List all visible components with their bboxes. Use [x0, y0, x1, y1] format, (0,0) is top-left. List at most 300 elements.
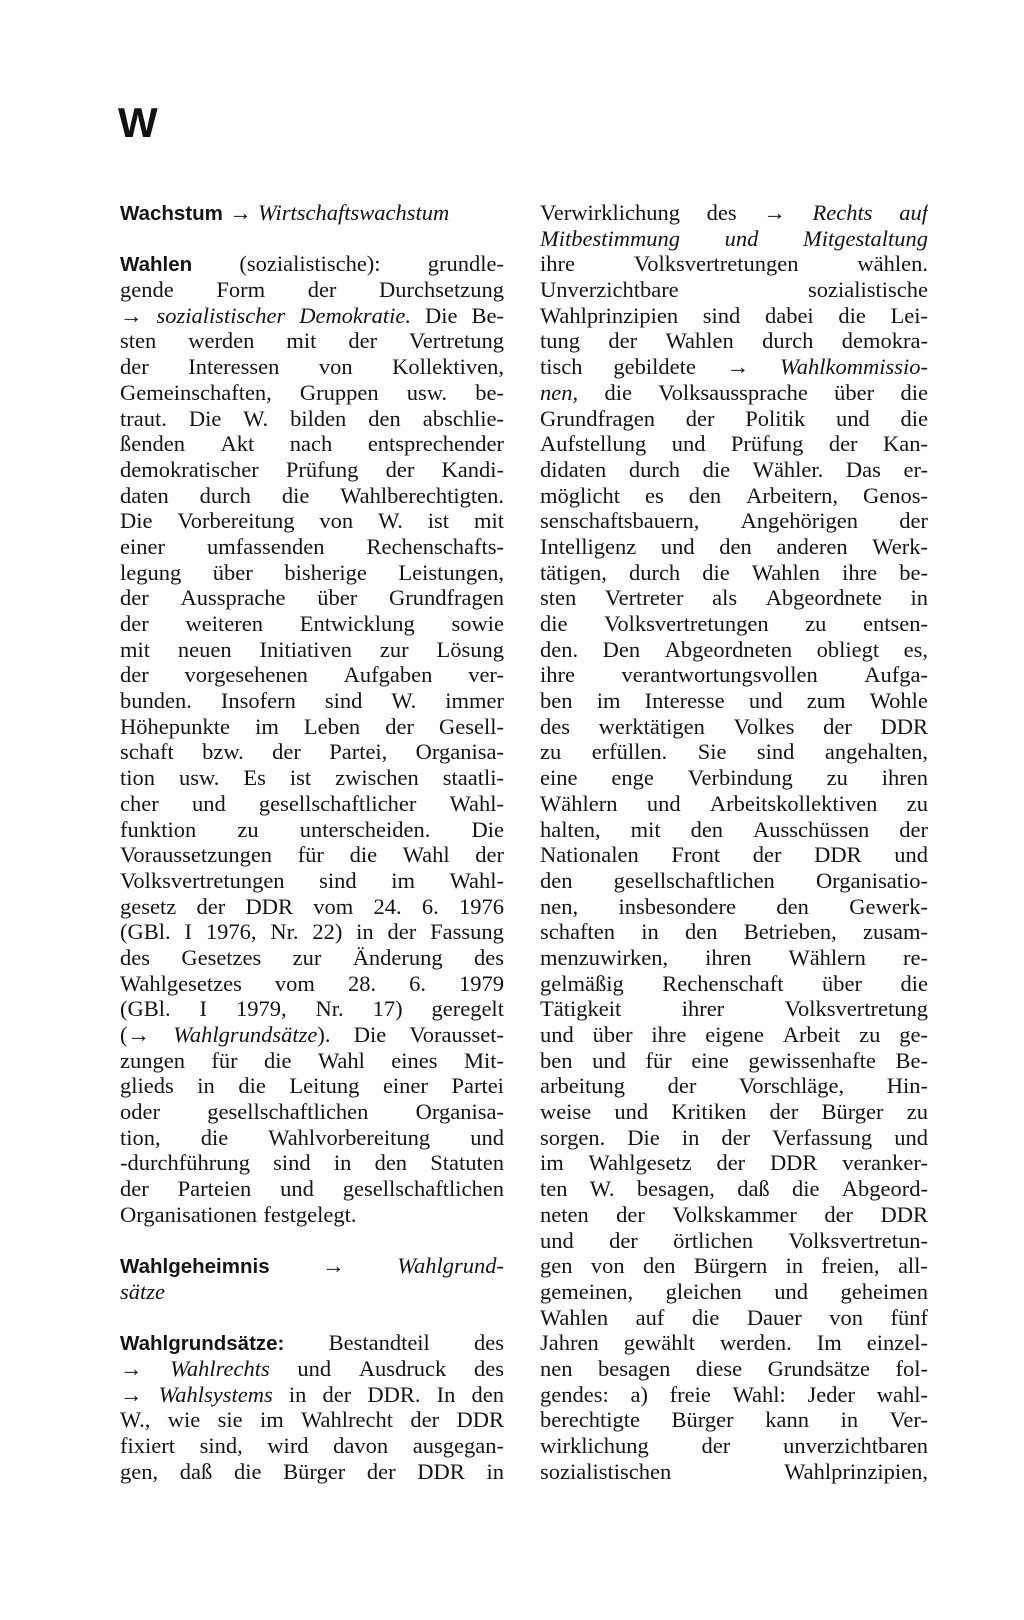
- text-fragment: Nr.: [315, 996, 344, 1022]
- text-line: [120, 714, 504, 740]
- word: [368, 431, 504, 457]
- text-fragment: gesellschaftlicher: [258, 790, 417, 816]
- cross-reference: Wahlgrund-: [397, 1253, 504, 1279]
- text-fragment: über: [317, 585, 358, 611]
- word: [900, 971, 928, 997]
- word: [120, 868, 285, 894]
- text-fragment: DDR: [245, 893, 293, 919]
- word: [846, 457, 881, 483]
- word: [540, 1330, 599, 1356]
- text-line: [120, 842, 504, 868]
- word: [604, 611, 769, 637]
- word: [300, 817, 431, 843]
- word: [753, 842, 782, 868]
- word: [842, 560, 877, 586]
- word: [304, 714, 360, 740]
- word: [207, 1099, 368, 1125]
- text-fragment: und: [646, 790, 681, 816]
- word: [181, 945, 261, 971]
- cross-reference: und: [724, 225, 759, 251]
- text-fragment: schaften: [540, 919, 615, 945]
- word: [882, 765, 928, 791]
- word: [733, 1382, 786, 1408]
- text-fragment: ihre: [842, 559, 878, 585]
- text-fragment: Entwicklung: [299, 611, 415, 636]
- word: [752, 560, 820, 586]
- word: [734, 714, 795, 740]
- text-fragment: Wahlen: [665, 328, 734, 354]
- text-fragment: und: [540, 1022, 574, 1047]
- word: [380, 637, 409, 663]
- text-fragment: im: [391, 867, 415, 893]
- text-fragment: DDR: [769, 1150, 818, 1176]
- text-fragment: Partei,: [329, 739, 388, 765]
- text-line: [120, 1459, 504, 1485]
- word: [280, 1176, 314, 1202]
- word: [737, 1176, 770, 1202]
- word: [156, 303, 285, 329]
- text-fragment: und: [748, 688, 783, 714]
- text-fragment: tion,: [120, 1124, 161, 1150]
- text-fragment: der: [609, 1227, 638, 1253]
- text-fragment: senschaftsbauern,: [540, 508, 700, 534]
- text-line: [540, 560, 928, 586]
- text-line: [120, 508, 504, 534]
- word: [403, 842, 450, 868]
- word: [647, 791, 681, 817]
- word: [416, 1099, 504, 1125]
- text-fragment: legung: [120, 559, 182, 585]
- text-fragment: be-: [475, 379, 504, 405]
- text-fragment: Partei: [451, 1073, 504, 1099]
- word: [608, 328, 637, 354]
- text-fragment: traut.: [120, 405, 167, 431]
- text-fragment: den: [684, 919, 718, 945]
- text-fragment: über: [834, 379, 875, 405]
- word: [120, 1433, 175, 1459]
- word: [540, 1433, 649, 1459]
- text-fragment: Gemeinschaften,: [120, 379, 272, 405]
- word: [258, 200, 449, 226]
- word: [788, 945, 865, 971]
- word: [186, 611, 263, 637]
- word: [120, 1073, 174, 1099]
- text-fragment: grundle-: [427, 251, 504, 277]
- text-fragment: wahl-: [876, 1381, 928, 1407]
- word: [430, 919, 504, 945]
- cross-reference: Wahlrechts: [170, 1355, 270, 1381]
- text-fragment: Im: [816, 1330, 842, 1356]
- word: [120, 457, 259, 483]
- word: [814, 842, 862, 868]
- text-fragment: all-: [897, 1253, 928, 1279]
- text-fragment: der: [616, 1201, 645, 1227]
- text-fragment: Grundfragen: [389, 585, 504, 611]
- text-fragment: gende: [120, 277, 174, 303]
- text-fragment: I: [199, 996, 208, 1022]
- text-fragment: Organisationen: [120, 1201, 258, 1227]
- word: [540, 996, 621, 1022]
- word: [605, 585, 684, 611]
- text-fragment: nen,: [540, 893, 579, 919]
- word: [703, 457, 731, 483]
- text-fragment: der: [769, 1099, 799, 1125]
- text-line: [540, 662, 928, 688]
- text-fragment: Wahlen: [751, 559, 821, 585]
- text-line: [540, 868, 928, 894]
- text-fragment: Wahlgesetzes: [120, 970, 242, 996]
- text-line: [540, 406, 928, 432]
- word: [692, 1305, 720, 1331]
- text-line: [540, 791, 928, 817]
- text-fragment: Mit-: [463, 1047, 504, 1073]
- word: [762, 328, 813, 354]
- text-fragment: nen: [540, 1355, 573, 1381]
- word: [630, 1382, 647, 1408]
- text-line: [540, 1228, 928, 1254]
- text-fragment: DDR: [417, 1458, 465, 1484]
- text-fragment: Statuten: [430, 1150, 504, 1176]
- text-fragment: und: [191, 790, 226, 816]
- word: [325, 688, 363, 714]
- word: [716, 1150, 745, 1176]
- word: [120, 1202, 257, 1228]
- text-fragment: Wahlberechtigten.: [340, 482, 504, 508]
- text-fragment: mit: [473, 508, 504, 534]
- word: [289, 1382, 307, 1408]
- text-fragment: staatli-: [442, 765, 504, 791]
- text-fragment: gen: [540, 1253, 573, 1279]
- word: [236, 996, 287, 1022]
- word: [120, 1459, 158, 1485]
- word: [592, 739, 668, 765]
- text-fragment: Aufgaben: [343, 662, 433, 688]
- text-fragment: Arbeitern,: [746, 482, 838, 508]
- word: [439, 714, 504, 740]
- word: [540, 226, 680, 252]
- word: [120, 1150, 250, 1176]
- word: [120, 817, 196, 843]
- text-line: [120, 1073, 504, 1099]
- cross-reference: Wahlgrundsätze: [173, 1022, 318, 1047]
- word: [120, 560, 181, 586]
- text-fragment: veranker-: [842, 1150, 928, 1176]
- text-fragment: von: [590, 1253, 625, 1279]
- text-line: [540, 1022, 928, 1048]
- word: [329, 1330, 430, 1356]
- word: [409, 1022, 504, 1048]
- word: [120, 1407, 150, 1433]
- word: [619, 894, 736, 920]
- word: [540, 1253, 573, 1279]
- word: [385, 714, 414, 740]
- word: [903, 945, 928, 971]
- word: [671, 1099, 746, 1125]
- word: [786, 1253, 804, 1279]
- text-line: [540, 817, 928, 843]
- word: [540, 1150, 564, 1176]
- text-fragment: Unverzichtbare: [540, 277, 679, 303]
- word: [334, 1150, 352, 1176]
- text-fragment: zu: [237, 816, 259, 842]
- word: [379, 277, 504, 303]
- word: [776, 894, 809, 920]
- text-fragment: besagen,: [636, 1176, 715, 1202]
- text-fragment: unverzichtbaren: [783, 1433, 928, 1458]
- word: [120, 739, 174, 765]
- text-fragment: Wahlvorbereitung: [268, 1124, 431, 1150]
- word: [450, 868, 504, 894]
- text-fragment: ihren: [705, 944, 752, 970]
- word: [540, 662, 575, 688]
- word: [842, 1150, 928, 1176]
- text-fragment: freie: [669, 1381, 711, 1407]
- word: [120, 200, 223, 226]
- text-line: [540, 739, 928, 765]
- text-fragment: der: [120, 662, 149, 688]
- text-fragment: durch: [199, 482, 251, 508]
- word: [120, 1125, 161, 1151]
- text-fragment: menzuwirken,: [540, 944, 669, 970]
- word: [842, 1176, 928, 1202]
- word: [763, 200, 786, 226]
- word: [834, 380, 874, 406]
- word: [540, 1305, 608, 1331]
- text-fragment: demokratischer: [120, 456, 259, 482]
- word: [221, 431, 255, 457]
- word: [471, 303, 504, 329]
- text-fragment: fixiert: [120, 1433, 175, 1458]
- text-line: [120, 380, 504, 406]
- text-fragment: Aufstellung: [540, 431, 647, 457]
- text-fragment: sind: [702, 302, 741, 328]
- text-line: [120, 457, 504, 483]
- text-fragment: W.: [589, 1176, 615, 1202]
- word: [373, 996, 403, 1022]
- word: [824, 1202, 853, 1228]
- cross-reference: Wahlsystems: [158, 1381, 273, 1407]
- text-fragment: Vertretung: [409, 328, 504, 354]
- word: [899, 508, 928, 534]
- word: [682, 1125, 700, 1151]
- text-line: [540, 688, 928, 714]
- word: [636, 1305, 665, 1331]
- word: [120, 971, 242, 997]
- text-fragment: durch: [628, 456, 681, 482]
- word: [202, 739, 244, 765]
- word: [120, 662, 149, 688]
- text-fragment: Volksvertretungen: [120, 867, 285, 893]
- word: [540, 277, 679, 303]
- text-fragment: zu: [906, 1099, 928, 1125]
- word: [540, 945, 668, 971]
- word: [319, 508, 353, 534]
- text-fragment: sten: [540, 585, 577, 611]
- word: [185, 662, 308, 688]
- word: [200, 996, 208, 1022]
- text-fragment: Werk-: [872, 533, 928, 559]
- text-fragment: zu: [859, 1022, 881, 1047]
- text-fragment: daß: [179, 1458, 213, 1484]
- text-line: [120, 328, 504, 354]
- entry-gap: [120, 1305, 504, 1331]
- word: [229, 200, 252, 226]
- word: [857, 251, 928, 277]
- word: [880, 714, 928, 740]
- word: [293, 945, 322, 971]
- word: [192, 791, 226, 817]
- text-fragment: I: [184, 919, 192, 945]
- text-fragment: einzel-: [866, 1330, 928, 1356]
- text-fragment: durch: [762, 328, 814, 354]
- word: [298, 842, 324, 868]
- text-fragment: Wahl:: [732, 1381, 786, 1407]
- word: [665, 637, 792, 663]
- text-fragment: Wahl-: [449, 790, 504, 816]
- word: [698, 739, 727, 765]
- word: [300, 380, 379, 406]
- text-fragment: W.: [243, 405, 269, 431]
- text-fragment: gewählt: [623, 1330, 695, 1356]
- text-fragment: demokra-: [841, 328, 928, 354]
- word: [474, 1356, 504, 1382]
- text-fragment: arbeitung: [540, 1073, 625, 1099]
- text-fragment: ten: [540, 1176, 568, 1202]
- text-fragment: in: [356, 919, 374, 945]
- word: [872, 534, 928, 560]
- text-line: [120, 611, 504, 637]
- word: [120, 637, 150, 663]
- text-fragment: Volksaussprache: [658, 379, 808, 405]
- word: [286, 328, 316, 354]
- word: [443, 765, 504, 791]
- word: [651, 1022, 686, 1048]
- text-fragment: Das: [845, 456, 881, 482]
- text-fragment: insbesondere: [618, 893, 736, 919]
- text-fragment: Wahlen: [540, 1304, 609, 1330]
- text-fragment: tisch: [540, 354, 583, 380]
- text-fragment: in: [197, 1073, 215, 1099]
- word: [540, 1382, 609, 1408]
- text-fragment: Wählern: [540, 790, 618, 816]
- text-fragment: Vorschläge,: [738, 1073, 845, 1099]
- word: [666, 1279, 742, 1305]
- word: [540, 251, 575, 277]
- word: [829, 431, 858, 457]
- text-fragment: →: [120, 302, 143, 328]
- text-fragment: den: [540, 867, 573, 893]
- word: [540, 1125, 605, 1151]
- word: [817, 637, 880, 663]
- word: [890, 1407, 928, 1433]
- text-fragment: Organisatio-: [815, 867, 928, 893]
- text-fragment: zu: [805, 611, 827, 636]
- text-fragment: ist: [289, 765, 312, 791]
- text-fragment: Die: [425, 302, 458, 328]
- text-fragment: entsprechender: [367, 431, 504, 457]
- word: [120, 328, 156, 354]
- word: [899, 560, 928, 586]
- text-fragment: wirklichung: [540, 1433, 649, 1458]
- text-line: [540, 534, 928, 560]
- text-fragment: Interesse: [644, 688, 725, 714]
- text-fragment: kann: [765, 1407, 809, 1433]
- word: [808, 277, 928, 303]
- text-fragment: von: [319, 508, 354, 534]
- text-line: [540, 842, 928, 868]
- text-line: [120, 1176, 504, 1202]
- word: [540, 868, 573, 894]
- word: [388, 919, 417, 945]
- entry-gap: [120, 226, 504, 252]
- word: [689, 483, 722, 509]
- text-fragment: wählen.: [857, 251, 928, 277]
- text-fragment: DDR: [456, 1407, 504, 1433]
- word: [540, 1073, 625, 1099]
- text-fragment: Wahlprinzipien: [540, 302, 679, 328]
- text-fragment: diese: [695, 1355, 743, 1381]
- text-line: [120, 688, 504, 714]
- text-line: [540, 483, 928, 509]
- text-fragment: berechtigte: [540, 1407, 640, 1433]
- text-fragment: tätigen,: [540, 559, 607, 585]
- word: [386, 457, 415, 483]
- word: [783, 1433, 928, 1459]
- word: [120, 1048, 185, 1074]
- word: [177, 508, 294, 534]
- text-fragment: Organisa-: [415, 739, 504, 765]
- text-line: [120, 560, 504, 586]
- text-fragment: daten: [120, 482, 169, 508]
- text-line: [120, 251, 504, 277]
- text-fragment: der: [824, 1201, 854, 1227]
- word: [540, 457, 606, 483]
- word: [540, 611, 568, 637]
- text-fragment: festgelegt.: [263, 1201, 357, 1227]
- cross-reference: auf: [899, 200, 928, 225]
- word: [825, 739, 928, 765]
- word: [766, 585, 882, 611]
- text-fragment: Be-: [895, 1047, 928, 1073]
- text-fragment: im: [540, 1150, 564, 1176]
- word: [323, 1382, 352, 1408]
- word: [120, 585, 149, 611]
- word: [863, 483, 928, 509]
- text-line: [540, 277, 928, 303]
- text-fragment: weiteren: [185, 611, 263, 636]
- text-fragment: fünf: [890, 1304, 928, 1330]
- word: [437, 1382, 456, 1408]
- word: [181, 585, 286, 611]
- text-fragment: der: [899, 816, 928, 842]
- text-fragment: Jeder: [807, 1381, 855, 1407]
- text-fragment: fol-: [895, 1355, 928, 1381]
- text-fragment: bunden.: [120, 688, 192, 714]
- word: [904, 637, 928, 663]
- text-fragment: Wahl-: [449, 867, 504, 893]
- text-line: [120, 303, 504, 329]
- text-fragment: Rechenschaft: [662, 970, 784, 996]
- text-fragment: geheimen: [840, 1278, 928, 1304]
- text-fragment: usw.: [406, 379, 448, 405]
- word: [540, 406, 655, 432]
- word: [841, 1279, 928, 1305]
- text-fragment: neuen: [177, 636, 232, 662]
- text-fragment: ).: [317, 1022, 331, 1047]
- text-line: [120, 1356, 504, 1382]
- text-fragment: die: [900, 405, 928, 431]
- text-line: [120, 1330, 504, 1356]
